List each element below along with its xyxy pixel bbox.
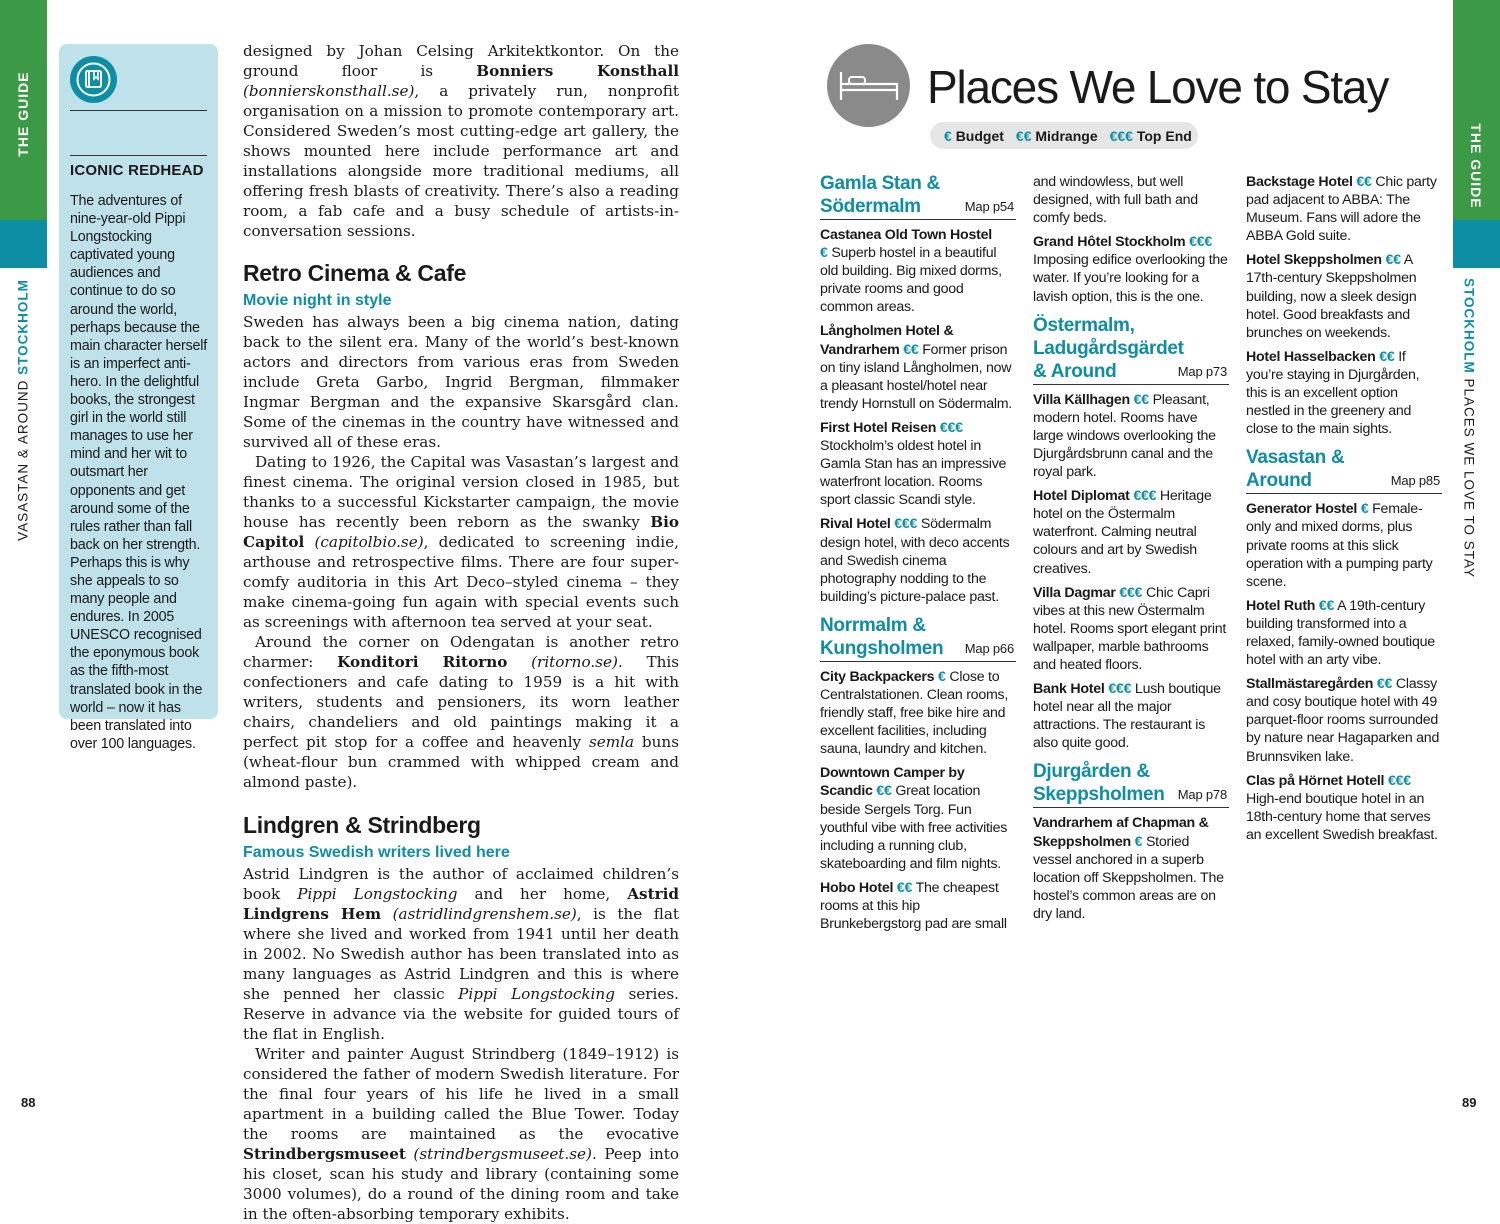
hotel-entry: Hotel Ruth €€ A 19th-century building transformed into a relaxed, family-owned boutique hotel with an arty vibe. [1246,597,1435,669]
book-icon [70,56,117,103]
subheading-retro-cinema: Movie night in style [243,292,392,309]
legend-top-end: €€€ Top End [1109,127,1192,144]
hotel-entry-continued: and windowless, but well designed, with full bath and comfy beds. [1033,174,1198,227]
page-number-right: 89 [1462,1095,1477,1110]
paragraph: Sweden has always been a big cinema nation, dating back to the silent era. Many of the world’s best-known actors and directors from various eras from Sweden include Greta Garbo, Ingrid Bergman, filmmaker Ingmar Bergman and the expansive Skarsgård clan. Some of the cinemas in the country have witnessed and survived all of these eras. [243,313,679,451]
map-reference: Map p78 [1177,787,1227,803]
hotel-entry: Grand Hôtel Stockholm €€€ Imposing edifice overlooking the water. If you’re looking for a lavish option, this is the one. [1033,234,1228,305]
hotel-entry: Vandrarhem af Chapman & Skeppsholmen € Storied vessel anchored in a superb location off Skeppsholmen. The hostel’s common areas are on dry land. [1033,815,1224,922]
sidebar-rule [70,155,207,156]
page-number-left: 88 [21,1095,36,1110]
hotel-entry: Stallmästaregården €€ Classy and cosy boutique hotel with 49 parquet-floor rooms surrounded by nature near Hagaparken and Brunnsviken lake. [1246,676,1440,765]
section-gamla-stan: Gamla Stan & Södermalm Map p54 [820,172,1016,220]
hotel-entry: Castanea Old Town Hostel € Superb hostel in a beautiful old building. Big mixed dorms, private rooms and good common areas. [820,227,1002,316]
section-djurgarden: Djurgården & Skeppsholmen Map p78 [1033,760,1229,808]
map-reference: Map p73 [1177,363,1227,379]
legend-budget: € Budget [944,127,1004,144]
hotel-entry: Hotel Diplomat €€€ Heritage hotel on the Östermalm waterfront. Calming neutral colours and art by Swedish creatives. [1033,488,1212,577]
heading-retro-cinema: Retro Cinema & Cafe [243,260,467,286]
left-section-marker [0,220,47,268]
hotel-entry: Villa Källhagen €€ Pleasant, modern hotel. Rooms have large windows overlooking the Djurgårdsbrunn canal and the royal park. [1033,391,1216,481]
hotel-entry: Långholmen Hotel & Vandrarhem €€ Former prison on tiny island Långholmen, now a pleasant hostel/hotel near trendy Hornstull on Södermalm. [820,323,1012,412]
left-tab-label: THE GUIDE [15,71,31,157]
left-section-label: VASASTAN & AROUND STOCKHOLM [15,279,31,541]
listing-column-1 [820,172,1016,939]
hotel-entry: City Backpackers € Close to Centralstationen. Clean rooms, friendly staff, free bike hire and excellent facilities, including sauna, laundry and kitchen. [820,668,1009,758]
main-article [243,41,679,1224]
right-section-label: STOCKHOLM PLACES WE LOVE TO STAY [1461,277,1477,579]
page-title: Places We Love to Stay [927,61,1389,113]
paragraph: Writer and painter August Strindberg (1849–1912) is considered the father of modern Swedish literature. For the final four years of his life he lived in a small apartment in a building called the Blue Tower. Today the rooms are maintained as the evocative Strindbergsmuseet (strindbergsmuseet.se). Peep into his closet, scan his study and library (containing some 3000 volumes), do a round of the dining room and take in the often-absorbing temporary exhibits. [243,1045,679,1223]
sidebar-text: The adventures of nine-year-old Pippi Longstocking captivated young audiences and continue to do so around the world, perhaps because the main character herself is an imperfect anti-hero. In the delightful books, the strongest girl in the world still manages to use her mind and her wit to outsmart her opponents and get around some of the rules rather than fall back on her strength. Perhaps this is why she appeals to so many people and endures. In 2005 UNESCO recognised the eponymous book as the fifth-most translated book in the world – now it has been translated into over 100 languages. [70,193,208,752]
hotel-entry: Clas på Hörnet Hotell €€€ High-end boutique hotel in an 18th-century home that serves an excellent Swedish breakfast. [1246,772,1438,843]
paragraph: Around the corner on Odengatan is another retro charmer: Konditori Ritorno (ritorno.se). This confectioners and cafe dating to 1959 is a hit with writers, students and pensioners, its worn leather chairs, chandeliers and old paintings making it a perfect pit stop for a coffee and heavenly semla buns (wheat-flour bun crammed with whipped cream and almond paste). [243,633,680,791]
price-legend [930,122,1198,149]
subheading-lindgren-strindberg: Famous Swedish writers lived here [243,844,510,861]
map-reference: Map p54 [964,198,1014,214]
heading-lindgren-strindberg: Lindgren & Strindberg [243,812,481,838]
paragraph: Astrid Lindgren is the author of acclaimed children’s book Pippi Longstocking and her home, Astrid Lindgrens Hem (astridlindgrenshem.se), is the flat where she lived and worked from 1941 until her death in 2002. No Swedish author has been translated into as many languages as Astrid Lindgren and this is where she penned her classic Pippi Longstocking series. Reserve in advance via the website for guided tours of the flat in English. [243,865,680,1043]
sidebar-title: ICONIC REDHEAD [70,162,204,179]
hotel-entry: First Hotel Reisen €€€ Stockholm’s oldest hotel in Gamla Stan has an impressive waterfront location. Rooms sport classic Scandi style. [820,419,1007,509]
listing-column-3 [1246,173,1442,850]
listing-column-2 [1033,173,1229,929]
sidebar-box [59,44,218,752]
section-ostermalm: Östermalm, Ladugårdsgärdet & Around Map p73 [1033,314,1229,385]
hotel-entry: Backstage Hotel €€ Chic party pad adjacent to ABBA: The Museum. Fans will adore the ABBA Gold suite. [1246,174,1437,245]
hotel-entry: Villa Dagmar €€€ Chic Capri vibes at this new Östermalm hotel. Rooms sport elegant print wallpaper, marble bathrooms and heated floors. [1033,584,1227,673]
hotel-entry: Bank Hotel €€€ Lush boutique hotel near all the major attractions. The restaurant is also quite good. [1033,681,1221,752]
hotel-entry: Generator Hostel € Female-only and mixed dorms, plus private rooms at this slick operation with a pumping party scene. [1246,501,1433,590]
section-vasastan: Vasastan & Around Map p85 [1246,446,1442,494]
map-reference: Map p66 [964,640,1014,656]
right-tab-label: THE GUIDE [1468,123,1484,209]
hotel-entry: Downtown Camper by Scandic €€ Great location beside Sergels Torg. Fun youthful vibe with free activities including a running club, skateboarding and film nights. [820,765,1008,872]
paragraph: Dating to 1926, the Capital was Vasastan’s largest and finest cinema. The original version closed in 1985, but thanks to a successful Kickstarter campaign, the movie house has recently been reborn as the swanky Bio Capitol (capitolbio.se), dedicated to screening indie, arthouse and retrospective films. There are four super-comfy auditoria in this Art Deco–styled cinema – they make cinema-going fun again with special events such as screenings with afternoon tea served at your seat. [243,453,679,631]
hotel-entry: Rival Hotel €€€ Södermalm design hotel, with deco accents and Swedish cinema photography nodding to the building’s picture-palace past. [820,516,1010,605]
hotel-entry: Hotel Skeppsholmen €€ A 17th-century Skeppsholmen building, now a sleek design hotel. Good breakfasts and brunches on weekends. [1246,252,1417,341]
hotel-entry: Hobo Hotel €€ The cheapest rooms at this hip Brunkebergstorg pad are small [820,879,1007,933]
hotel-entry: Hotel Hasselbacken €€ If you’re staying in Djurgården, this is an excellent option nestled in the greenery and close to the main sights. [1246,348,1420,438]
map-reference: Map p85 [1390,473,1440,489]
section-norrmalm: Norrmalm & Kungsholmen Map p66 [820,614,1016,662]
bed-icon [827,44,910,127]
right-section-marker [1453,220,1500,268]
paragraph: designed by Johan Celsing Arkitektkontor. On the ground floor is Bonniers Konsthall (bonnierskonsthall.se), a privately run, nonprofit organisation on a mission to promote contemporary art. Considered Sweden’s most cutting-edge art gallery, the shows mounted here include performance art and installations alongside more traditional mediums, all offering fresh blasts of creativity. There’s also a reading room, a fab cafe and a busy schedule of artists-in-conversation sessions. [243,42,679,240]
sidebar-rule-top [70,110,207,111]
legend-midrange: €€ Midrange [1015,127,1098,144]
